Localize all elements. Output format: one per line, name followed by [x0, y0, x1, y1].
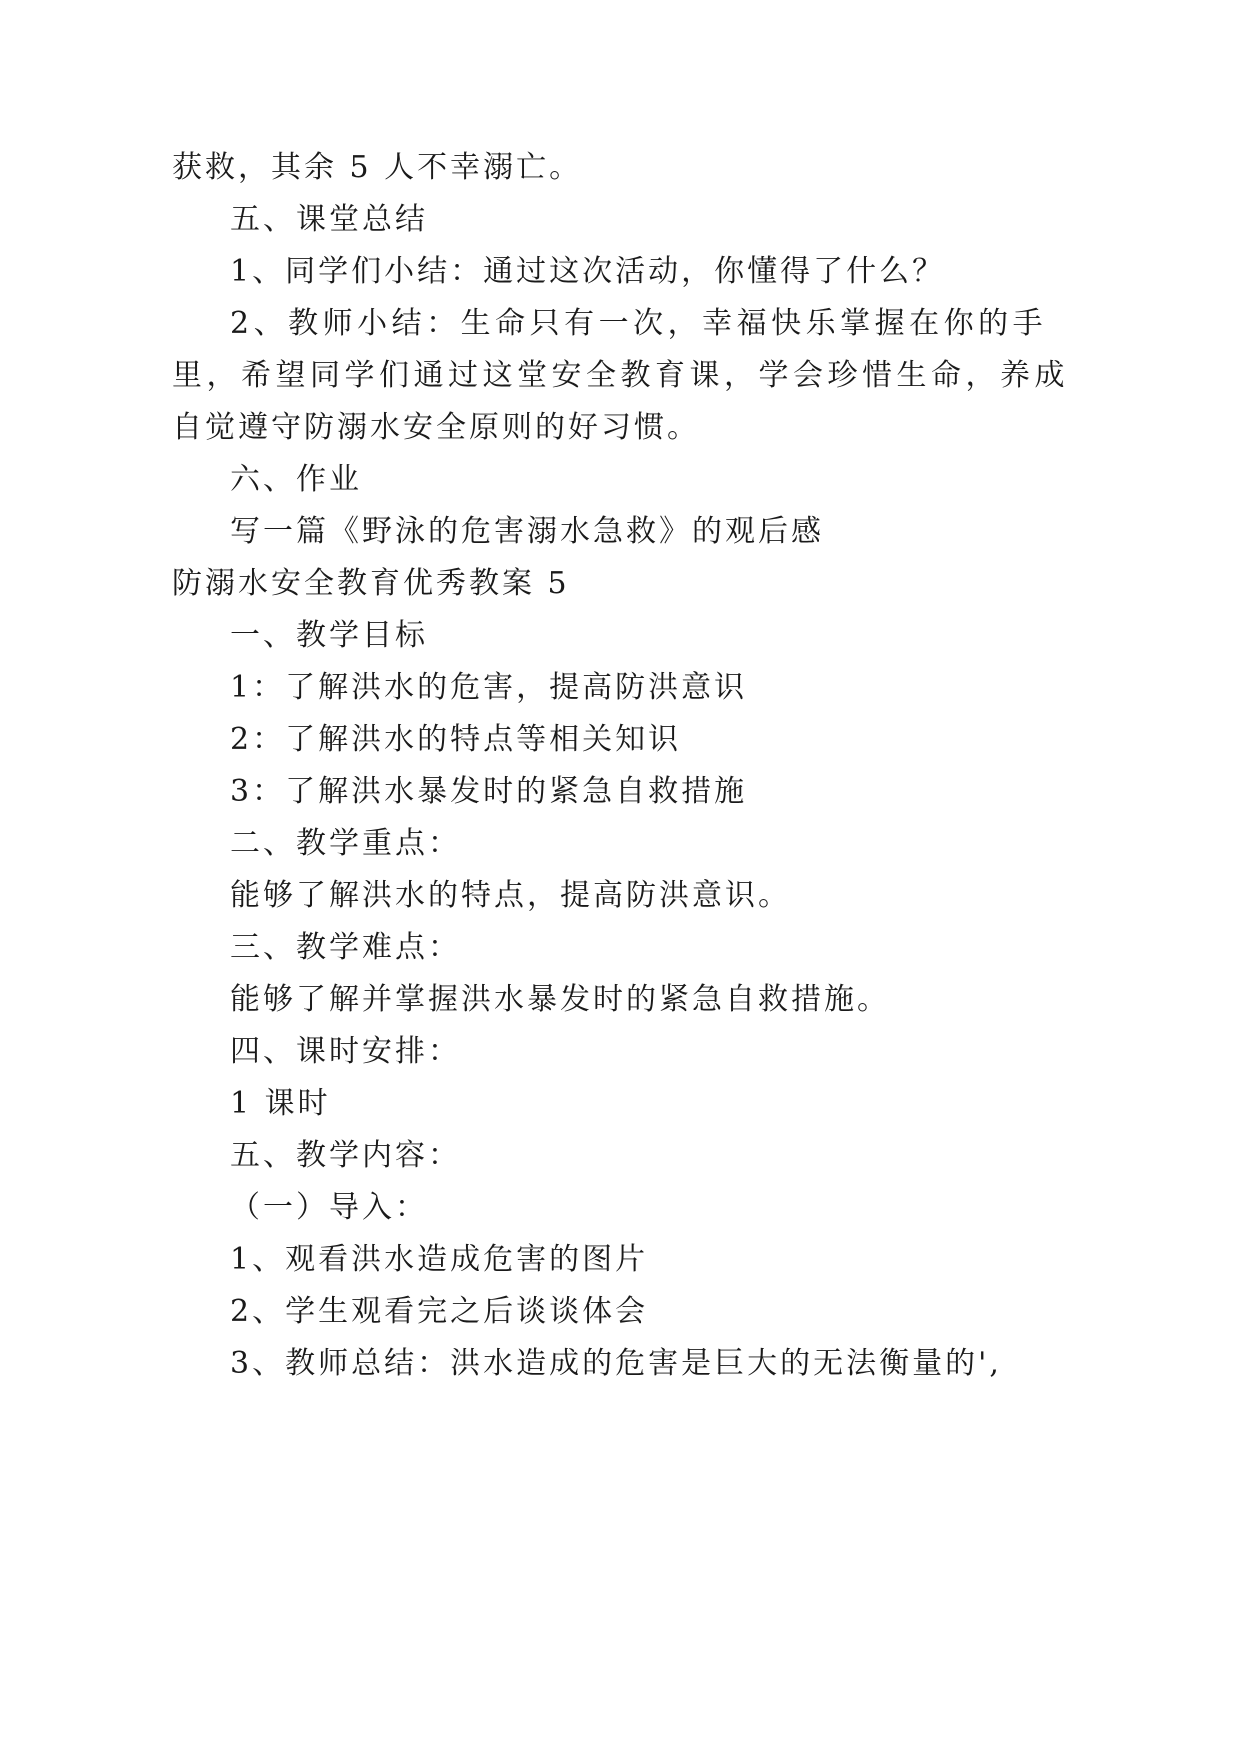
paragraph-text: 1 课时 [230, 1086, 331, 1121]
section-heading: 五、教学内容： [230, 1138, 461, 1173]
list-item: 3、教师总结：洪水造成的危害是巨大的无法衡量的', [230, 1346, 1002, 1381]
list-item: 1、观看洪水造成危害的图片 [230, 1242, 649, 1277]
section-heading: 四、课时安排： [230, 1034, 461, 1069]
list-item: 2、学生观看完之后谈谈体会 [230, 1294, 649, 1329]
section-heading: 五、课堂总结 [230, 202, 428, 237]
list-item: 2：了解洪水的特点等相关知识 [230, 722, 682, 757]
section-heading: 三、教学难点： [230, 930, 461, 965]
list-item: 2、教师小结：生命只有一次，幸福快乐掌握在你的手 [230, 306, 1048, 341]
list-item: 1：了解洪水的危害，提高防洪意识 [230, 670, 748, 705]
paragraph-text: 能够了解并掌握洪水暴发时的紧急自救措施。 [230, 982, 890, 1017]
paragraph-text: 里，希望同学们通过这堂安全教育课，学会珍惜生命，养成 [172, 358, 1069, 393]
list-item: 3：了解洪水暴发时的紧急自救措施 [230, 774, 748, 809]
section-heading: 六、作业 [230, 462, 362, 497]
paragraph-text: 自觉遵守防溺水安全原则的好习惯。 [172, 410, 700, 445]
section-heading: 二、教学重点： [230, 826, 461, 861]
section-heading: 一、教学目标 [230, 618, 428, 653]
paragraph-text: 能够了解洪水的特点，提高防洪意识。 [230, 878, 791, 913]
list-item: 1、同学们小结：通过这次活动，你懂得了什么？ [230, 254, 946, 289]
paragraph-text: 写一篇《野泳的危害溺水急救》的观后感 [230, 514, 824, 549]
subsection-heading: （一）导入： [230, 1190, 428, 1225]
document-title: 防溺水安全教育优秀教案 5 [172, 566, 570, 601]
paragraph-text: 获救，其余 5 人不幸溺亡。 [172, 150, 583, 185]
